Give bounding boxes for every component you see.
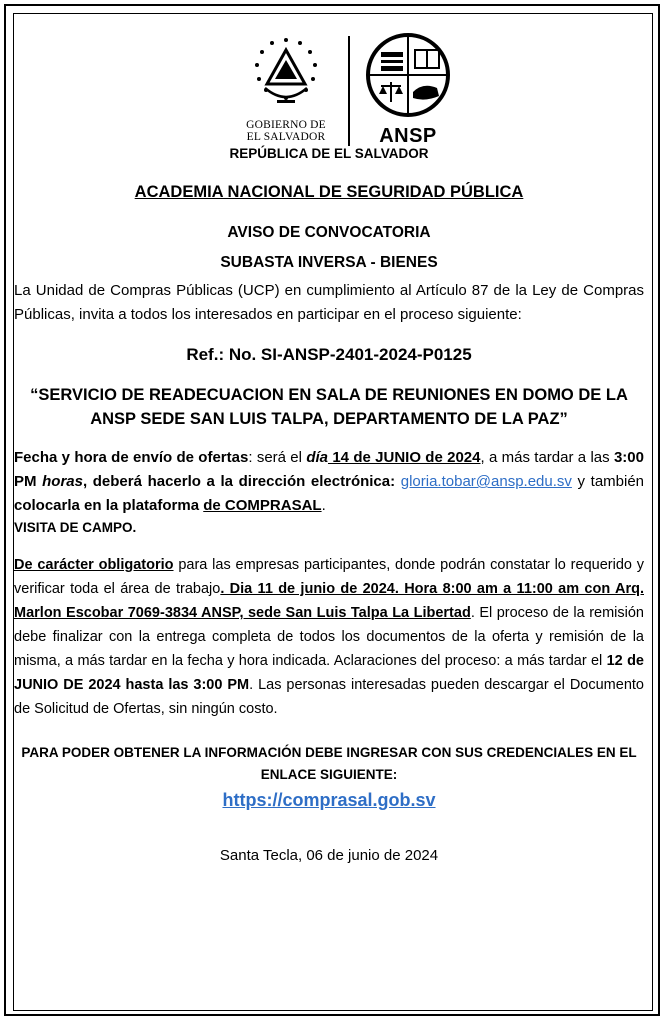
credentials-notice: PARA PODER OBTENER LA INFORMACIÓN DEBE INGRESAR CON SUS CREDENCIALES EN EL ENLACE SIGUIENTE: [21,745,637,782]
offers-paragraph [14,446,644,518]
gov-seal-icon [251,34,321,114]
mandatory-label: De carácter obligatorio [14,557,174,573]
offers-date: 14 de JUNIO de 2024 [328,449,481,466]
mandatory-deadline: 12 de JUNIO DE 2024 hasta las 3:00 PM [14,653,644,693]
mandatory-visit: . Dia 11 de junio de 2024. Hora 8:00 am a 11:00 am con Arq. Marlon Escobar 7069-3834 ANSP, sede San Luis Talpa La Libertad [14,581,644,621]
ansp-logo [360,32,456,148]
logo-divider [348,36,350,146]
notice-title: AVISO DE CONVOCATORIA [227,224,431,241]
notice-subtitle: SUBASTA INVERSA - BIENES [220,254,438,271]
offers-text-4: y también [571,473,645,490]
intro-paragraph: La Unidad de Compras Públicas (UCP) en cumplimiento al Artículo 87 de la Ley de Compras Públicas, invita a todos los interesados en participar en el proceso siguiente: [14,282,644,323]
reference-number: Ref.: No. SI-ANSP-2401-2024-P0125 [186,345,472,364]
document-body [14,138,644,864]
header-logos [14,28,652,150]
place-date: Santa Tecla, 06 de junio de 2024 [219,847,439,864]
offers-time: 3:00 PM [14,449,644,490]
offers-dia: día [306,449,328,466]
gov-logo [236,34,336,143]
offers-comprasal: de COMPRASAL [203,497,322,514]
gov-logo-line2: EL SALVADOR [246,131,326,143]
comprasal-link[interactable]: https://comprasal.gob.sv [222,790,436,810]
gov-logo-line1: GOBIERNO DE [246,119,326,131]
ansp-emblem-icon [365,32,451,118]
mandatory-paragraph [14,553,644,721]
comprasal-link-wrap [14,790,644,811]
service-title: “SERVICIO DE READECUACION EN SALA DE REUNIONES EN DOMO DE LA ANSP SEDE SAN LUIS TALPA, DEPARTAMENTO DE LA PAZ” [30,386,628,428]
offers-text-1: : será el [248,449,307,466]
email-link[interactable]: gloria.tobar@ansp.edu.sv [400,473,572,490]
mandatory-text-3: . Las personas interesadas pueden descargar el Documento de Solicitud de Ofertas, sin ningún costo. [14,677,644,717]
ansp-logo-text: ANSP [379,125,437,147]
mandatory-text-1: para las empresas participantes, donde podrán constatar lo requerido y verificar toda el área de trabajo [14,557,645,597]
offers-text-3: , deberá hacerlo a la dirección electrónica: [82,473,396,490]
offers-text-6: . [321,497,326,514]
mandatory-text-2: . El proceso de la remisión debe finalizar con la entrega completa de todos los documentos de la oferta y remisión de la misma, a más tardar en la fecha y hora indicada. Aclaraciones del proceso: a más tardar el [14,605,644,669]
offers-horas: horas [42,473,83,490]
site-visit-heading: VISITA DE CAMPO. [14,520,137,535]
offers-label: Fecha y hora de envío de ofertas [14,449,249,466]
academy-heading: ACADEMIA NACIONAL DE SEGURIDAD PÚBLICA [134,183,524,201]
republic-heading: REPÚBLICA DE EL SALVADOR [229,146,429,161]
offers-text-2: , a más tardar a las [480,449,614,466]
offers-platform: colocarla en la plataforma [14,497,200,514]
